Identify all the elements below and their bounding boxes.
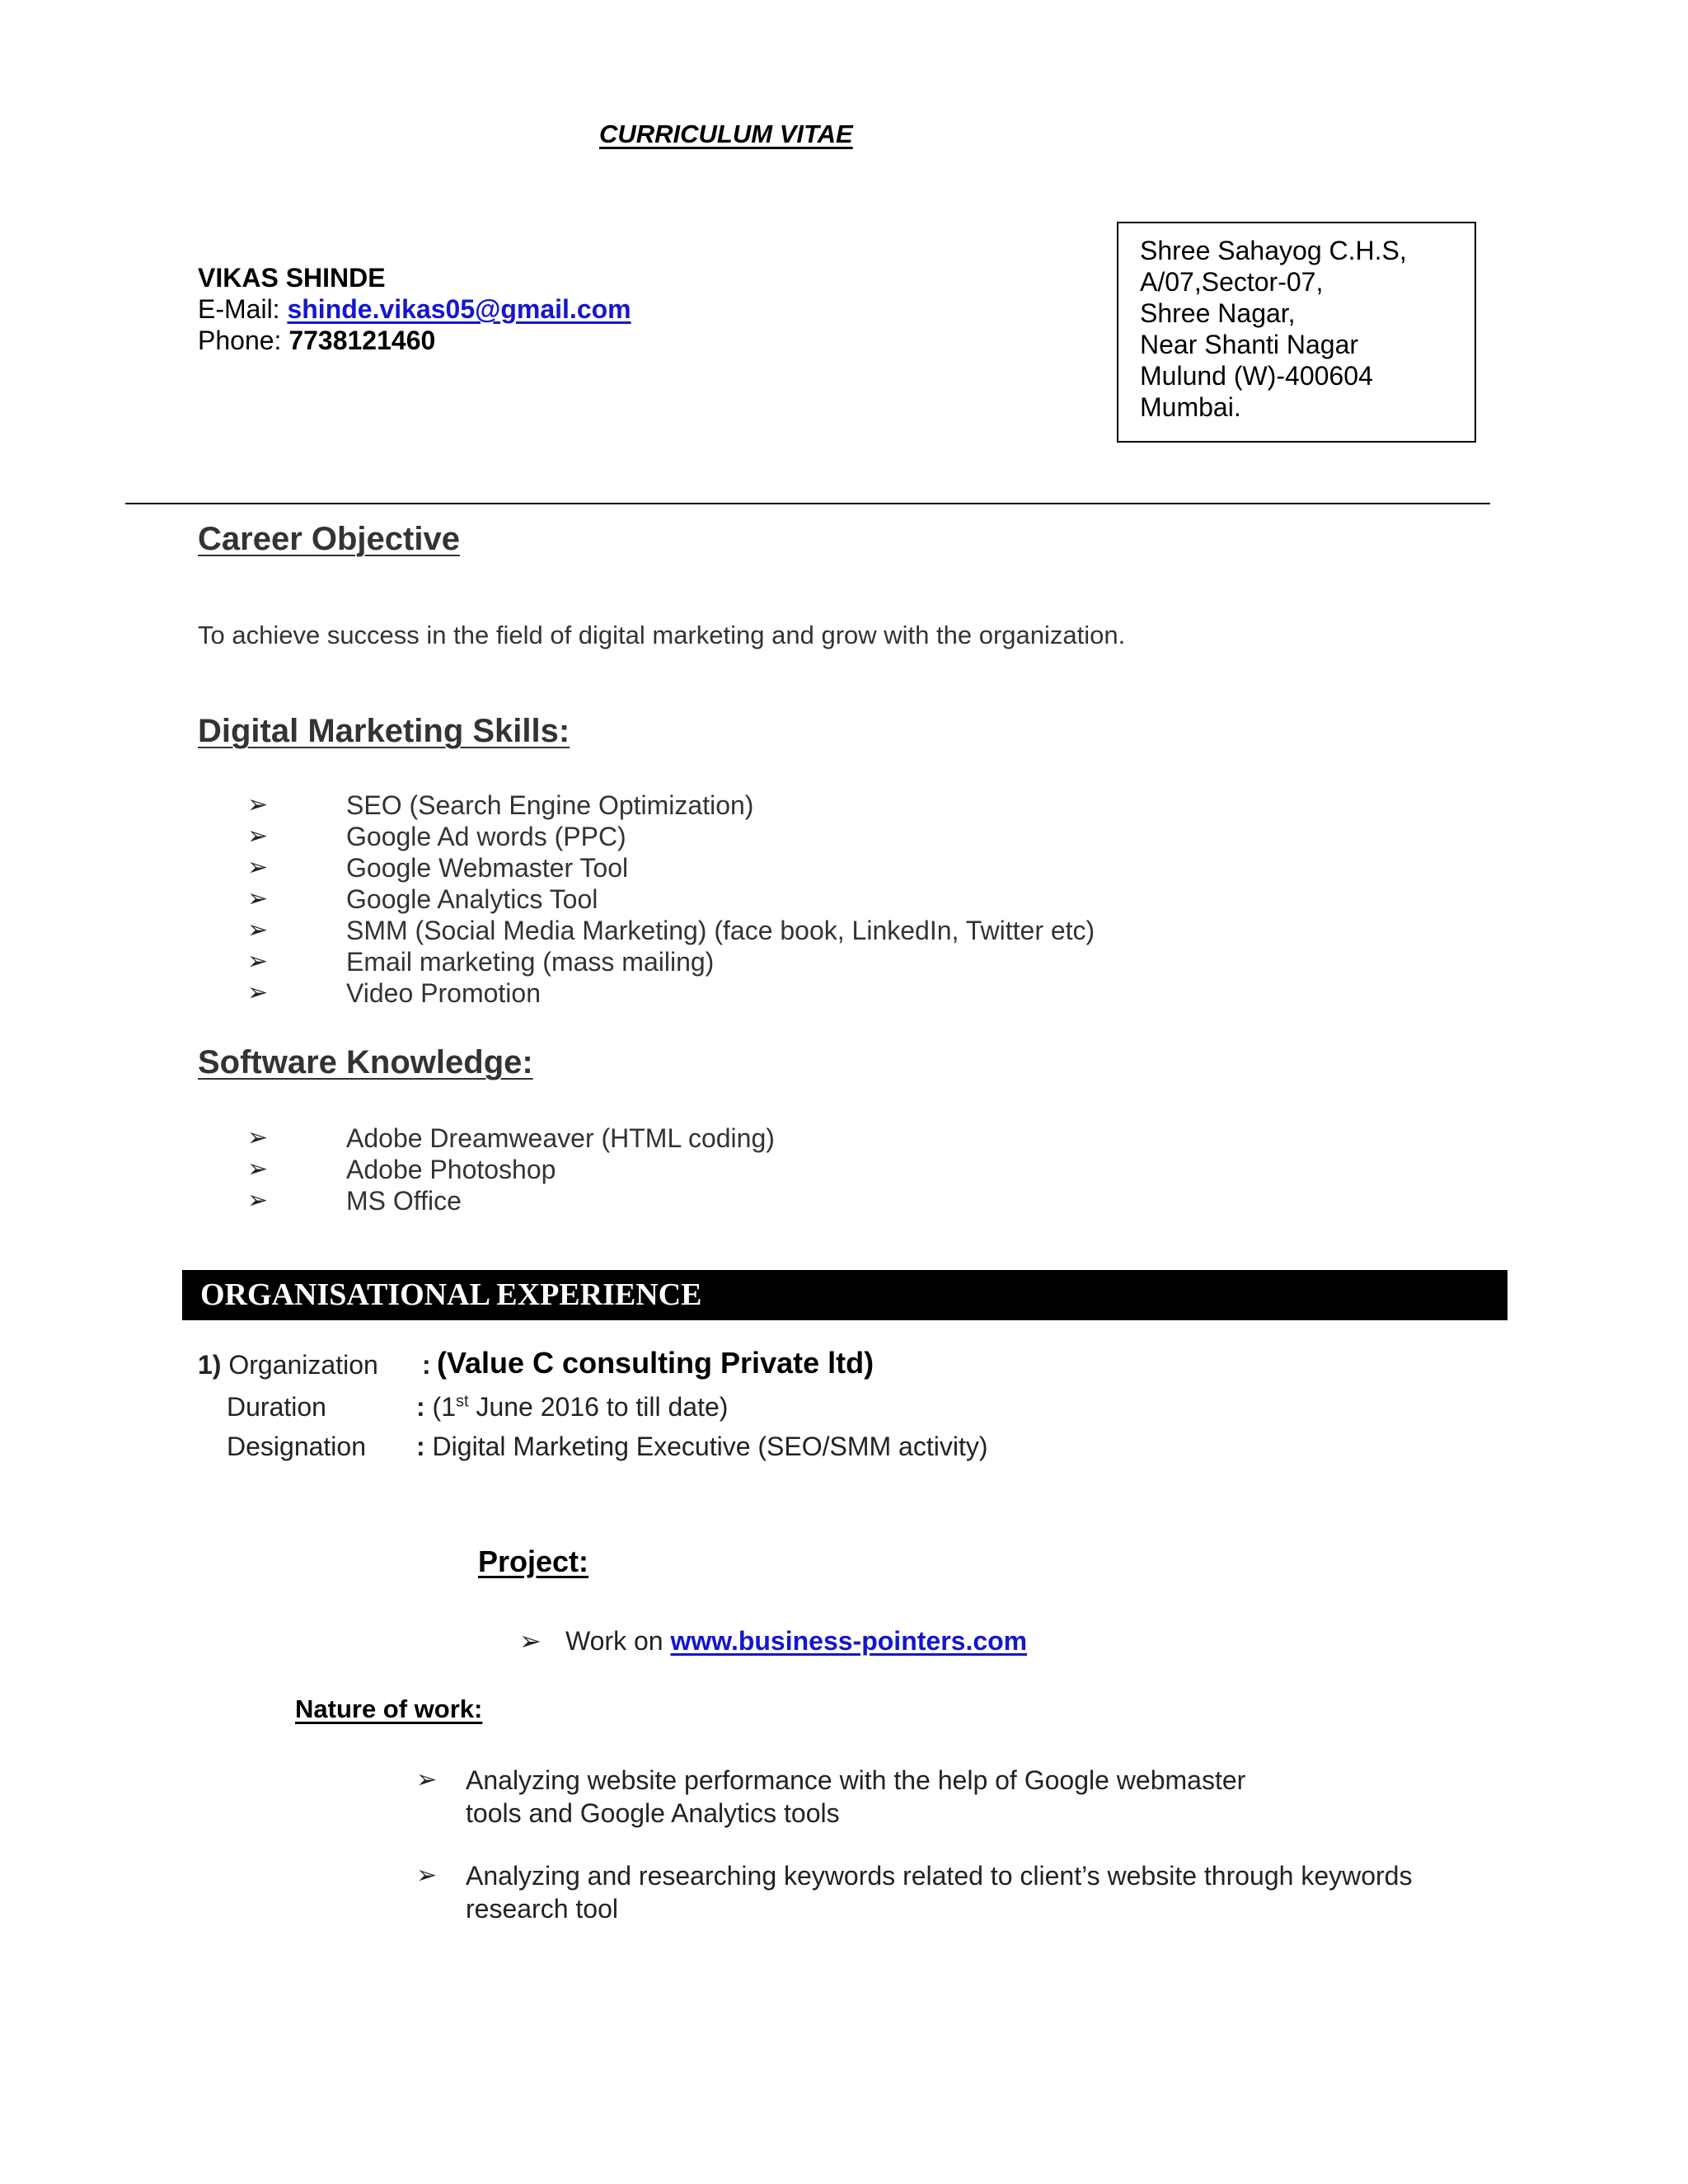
address-line: Shree Sahayog C.H.S,	[1140, 236, 1407, 265]
duration-value: : (1st June 2016 to till date)	[416, 1392, 729, 1422]
address-line: Mumbai.	[1140, 392, 1241, 422]
arrowhead-bullet-icon: ➢	[416, 1766, 438, 1793]
nature-of-work-heading: Nature of work:	[295, 1694, 483, 1723]
email-row	[198, 293, 631, 325]
address-line: A/07,Sector-07,	[1140, 267, 1324, 297]
arrowhead-bullet-icon: ➢	[416, 1862, 438, 1889]
arrowhead-bullet-icon: ➢	[247, 823, 269, 850]
address-line: Shree Nagar,	[1140, 298, 1296, 328]
phone-label: Phone:	[198, 326, 289, 355]
address-line: Mulund (W)-400604	[1140, 361, 1373, 391]
list-item: ➢ Email marketing (mass mailing)	[247, 947, 715, 977]
experience-banner: ORGANISATIONAL EXPERIENCE	[182, 1270, 1507, 1320]
address-line: Near Shanti Nagar	[1140, 330, 1359, 359]
email-label: E-Mail:	[198, 294, 288, 324]
arrowhead-bullet-icon: ➢	[247, 1187, 269, 1214]
organization-colon: :	[422, 1350, 431, 1380]
arrowhead-bullet-icon: ➢	[519, 1626, 542, 1656]
divider-rule	[125, 503, 1490, 504]
experience-number: 1)	[198, 1350, 222, 1380]
list-item: ➢ Google Webmaster Tool	[247, 853, 629, 883]
designation-label: Designation	[227, 1432, 366, 1461]
email-link[interactable]: shinde.vikas05@gmail.com	[287, 294, 631, 324]
arrowhead-bullet-icon: ➢	[247, 1124, 269, 1151]
arrowhead-bullet-icon: ➢	[247, 854, 269, 881]
duration-label: Duration	[227, 1392, 326, 1422]
arrowhead-bullet-icon: ➢	[247, 916, 269, 944]
candidate-name: VIKAS SHINDE	[198, 263, 386, 293]
digital-skills-heading: Digital Marketing Skills:	[198, 713, 570, 749]
list-item: ➢ Adobe Dreamweaver (HTML coding)	[247, 1123, 775, 1153]
address-box	[1117, 222, 1476, 443]
arrowhead-bullet-icon: ➢	[247, 885, 269, 912]
career-objective-heading: Career Objective	[198, 521, 460, 557]
contact-block	[198, 262, 631, 356]
designation-value: : Digital Marketing Executive (SEO/SMM activity)	[416, 1432, 988, 1461]
arrowhead-bullet-icon: ➢	[247, 979, 269, 1006]
list-item: ➢ Google Ad words (PPC)	[247, 822, 626, 851]
list-item: ➢ Adobe Photoshop	[247, 1155, 556, 1184]
phone-number: 7738121460	[288, 326, 436, 355]
organization-row	[198, 1350, 378, 1380]
phone-row	[198, 325, 631, 356]
project-site-link[interactable]: www.business-pointers.com	[670, 1626, 1028, 1656]
list-item: ➢ Video Promotion	[247, 978, 541, 1008]
list-item: ➢ Google Analytics Tool	[247, 884, 598, 914]
work-item: ➢ Analyzing website performance with the help of Google webmaster tools and Google Analytics tools	[416, 1765, 1246, 1828]
organization-value: (Value C consulting Private ltd)	[437, 1346, 874, 1380]
list-item: ➢ SEO (Search Engine Optimization)	[247, 790, 754, 820]
list-item: ➢ SMM (Social Media Marketing) (face book, LinkedIn, Twitter etc)	[247, 916, 1095, 945]
software-knowledge-heading: Software Knowledge:	[198, 1044, 533, 1080]
list-item: ➢ MS Office	[247, 1186, 462, 1216]
arrowhead-bullet-icon: ➢	[247, 791, 269, 818]
arrowhead-bullet-icon: ➢	[247, 948, 269, 975]
digital-skills-list	[247, 790, 1095, 1009]
document-title: CURRICULUM VITAE	[599, 120, 853, 148]
career-objective-text: To achieve success in the field of digital marketing and grow with the organization.	[198, 621, 1126, 649]
organization-label: Organization	[228, 1350, 378, 1380]
software-list	[247, 1122, 775, 1216]
arrowhead-bullet-icon: ➢	[247, 1155, 269, 1183]
project-heading: Project:	[478, 1544, 589, 1578]
project-item: ➢ Work on www.business-pointers.com	[519, 1626, 1028, 1656]
work-item: ➢ Analyzing and researching keywords related to client’s website through keywords research tool	[416, 1861, 1413, 1924]
